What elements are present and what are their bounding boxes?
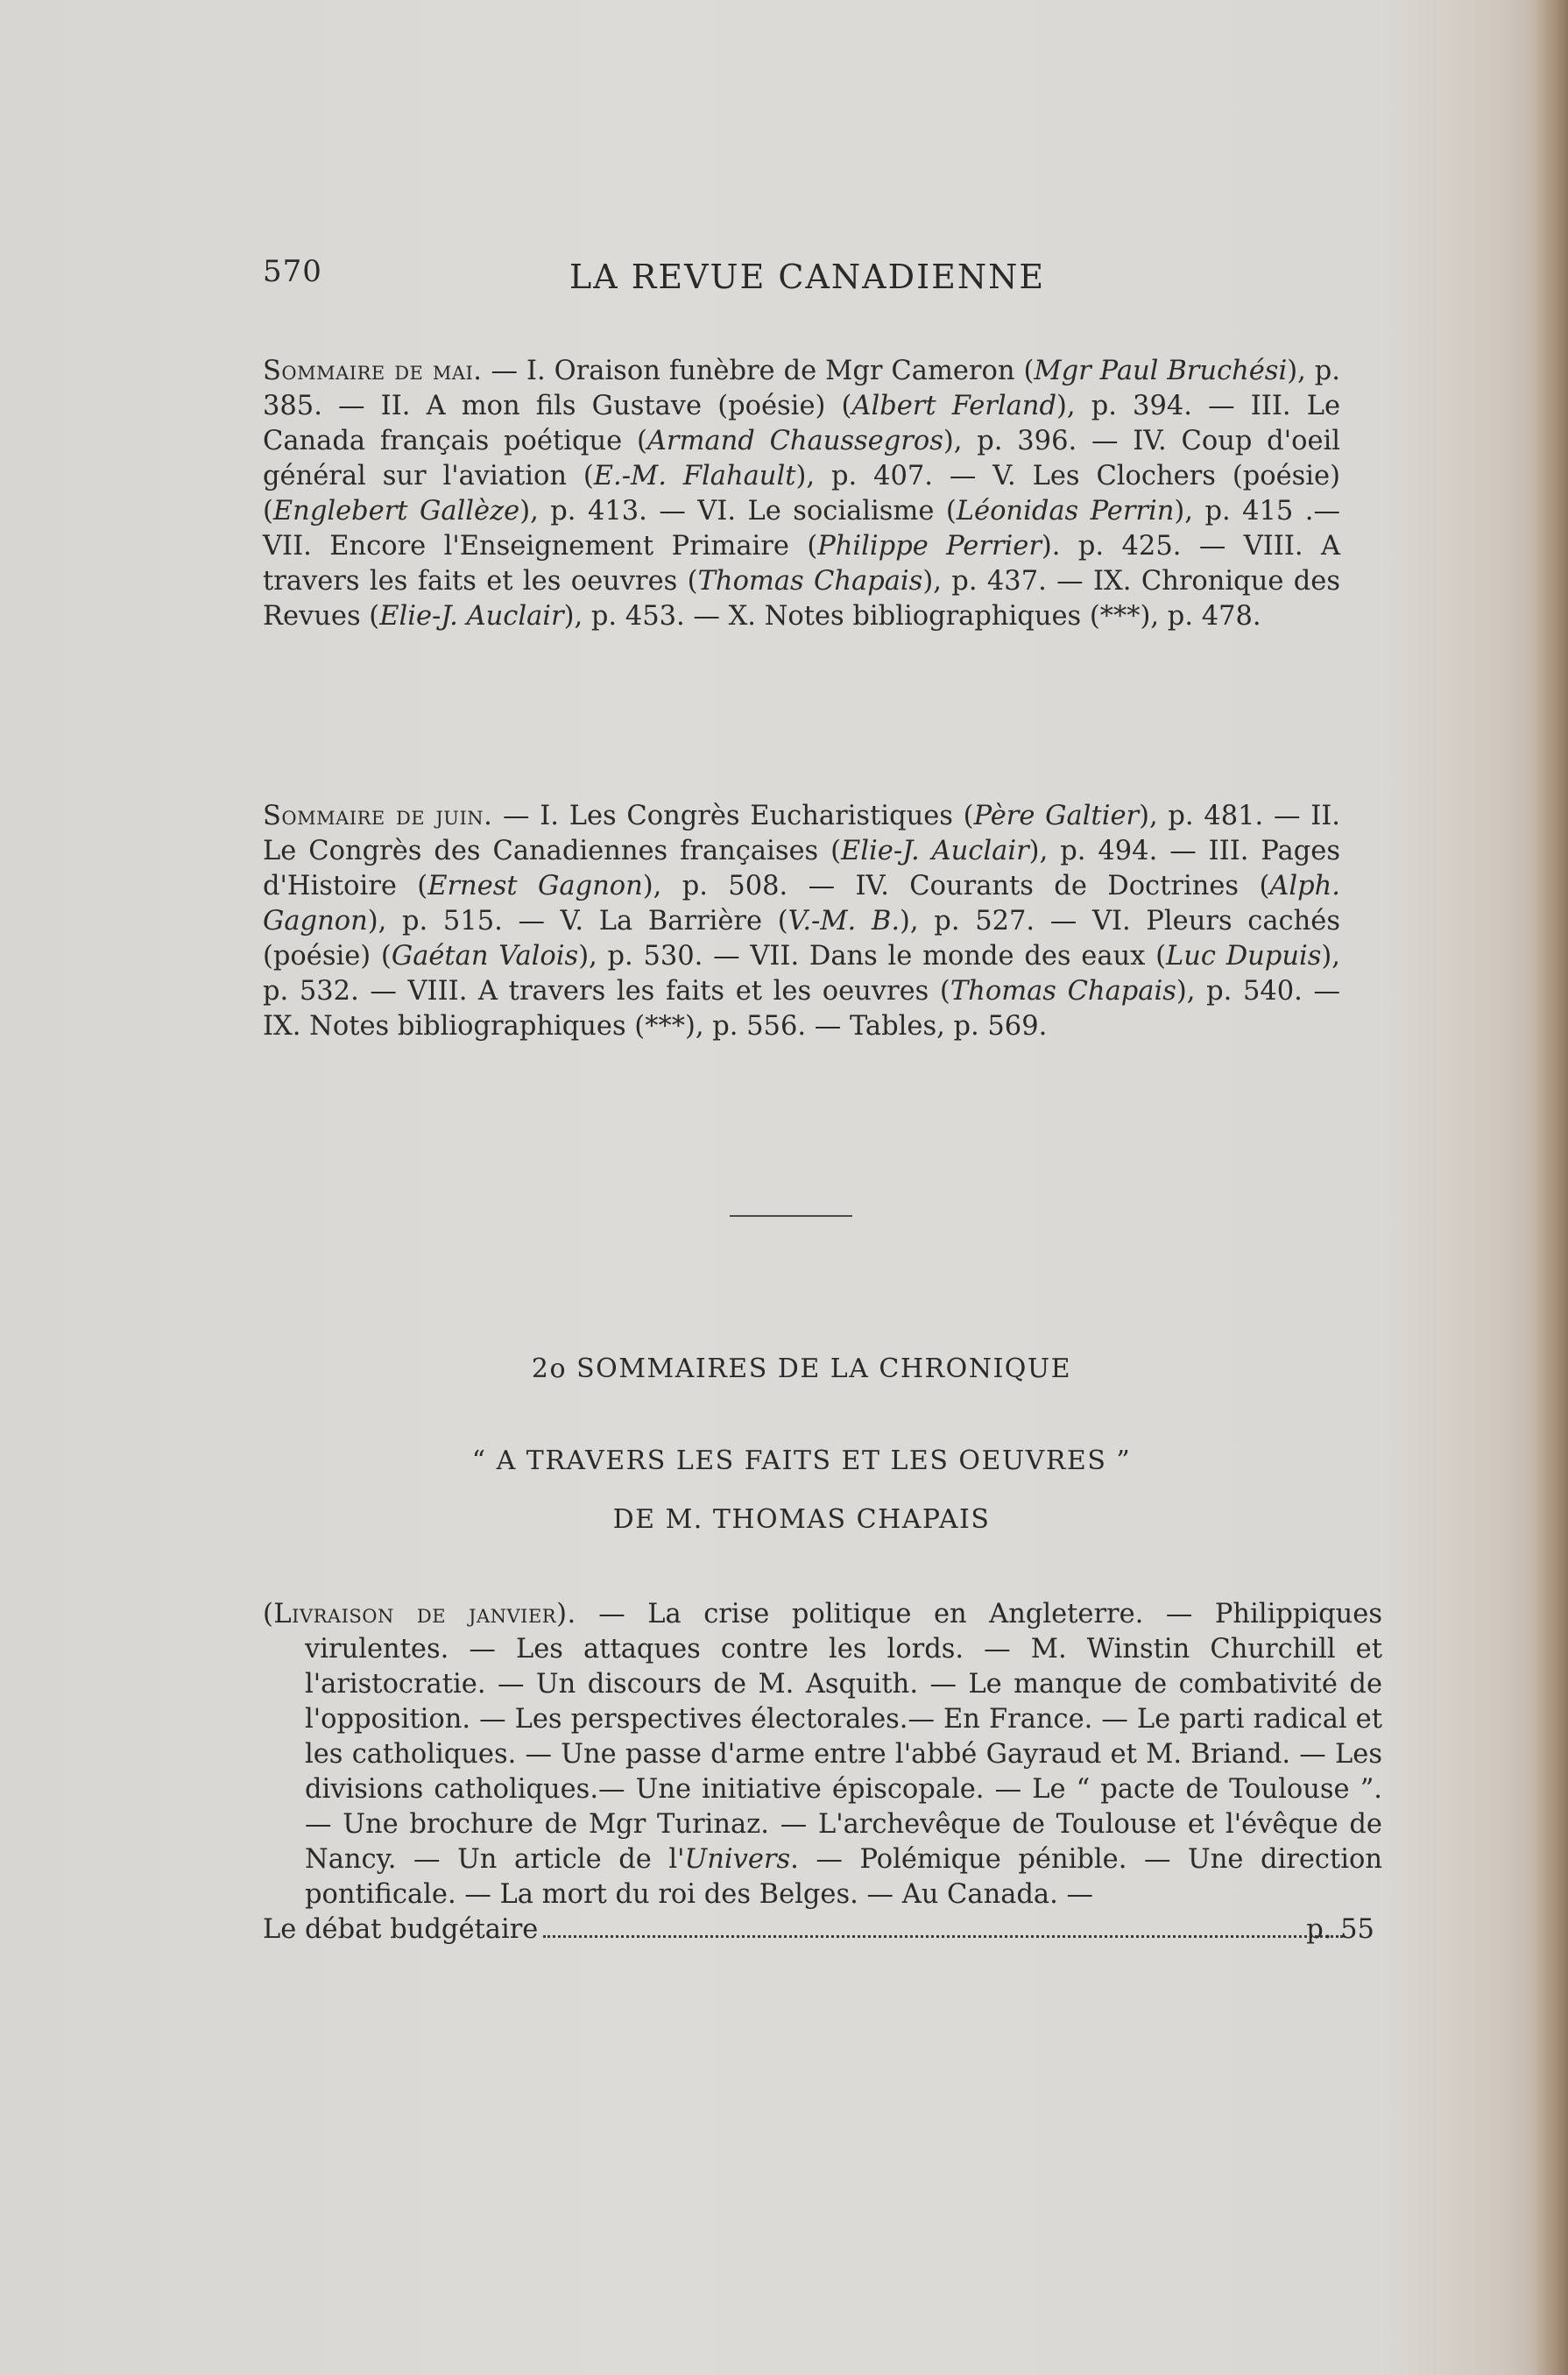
- page-number: 570: [263, 254, 322, 289]
- juin-author: Elie-J. Auclair: [841, 836, 1029, 866]
- section-divider: [730, 1215, 852, 1217]
- janvier-text: — La crise politique en Angleterre. — Philippiques virulentes. — Les attaques contre les lords. — M. Winstin Churchill et l'aristocratie. — Un discours de M. Asquith. — Le manque de combativité de l'opposition. — Les perspectives électorales.— En France. — Le parti radical et les catholiques. — Une passe d'arme entre l'abbé Gayraud et M. Briand. — Les divisions catholiques.— Une initiative épiscopale. — Le “ pacte de Toulouse ”. — Une brochure de Mgr Turinaz. — L'archevêque de Toulouse et l'évêque de Nancy. — Un article de l': [305, 1599, 1383, 1875]
- mai-text: ), p. 396. — IV. Coup d'oeil général sur l'aviation (: [263, 426, 1341, 491]
- mai-author: Thomas Chapais: [697, 566, 923, 597]
- juin-text: ), p. 515. — V. La Barrière (: [367, 906, 788, 937]
- mai-text: ), p. 394. — III. Le Canada français poétique (: [263, 391, 1341, 456]
- mai-author: Philippe Perrier: [817, 531, 1042, 562]
- page-edge-shadow: [1533, 0, 1568, 2375]
- mai-text: ), p. 407. — V. Les Clochers (poésie) (: [263, 461, 1341, 527]
- mai-author: Mgr Paul Bruchési: [1034, 356, 1288, 386]
- juin-text: ), p. 481. — II. Le Congrès des Canadiennes françaises (: [263, 801, 1340, 866]
- juin-author: Thomas Chapais: [950, 976, 1176, 1007]
- mai-text: ), p. 415 .— VII. Encore l'Enseignement Primaire (: [263, 496, 1340, 562]
- livraison-janvier: [263, 1597, 1382, 1947]
- sommaire-mai: [263, 354, 1340, 634]
- section-subtitle: “ A TRAVERS LES FAITS ET LES OEUVRES ”: [471, 1445, 1132, 1476]
- sommaire-mai-label: Sommaire de mai.: [263, 356, 483, 386]
- mai-author: Albert Ferland: [851, 391, 1056, 421]
- mai-text: — I. Oraison funèbre de Mgr Cameron (: [482, 356, 1035, 386]
- dot-leader: [543, 1935, 1343, 1938]
- juin-author: Ernest Gagnon: [427, 871, 643, 901]
- sommaire-juin: [263, 799, 1340, 1044]
- mai-author: E.-M. Flahault: [593, 461, 796, 491]
- mai-text: ), p. 413. — VI. Le socialisme (: [519, 496, 957, 527]
- mai-text: ), p. 385. — II. A mon fils Gustave (poésie) (: [263, 356, 1341, 421]
- janvier-italic: Univers: [684, 1844, 791, 1875]
- mai-author: Léonidas Perrin: [956, 496, 1175, 527]
- mai-author: Englebert Gallèze: [272, 496, 520, 527]
- juin-author: Père Galtier: [973, 801, 1140, 831]
- juin-text: — I. Les Congrès Eucharistiques (: [492, 801, 974, 831]
- mai-author: Armand Chaussegros: [646, 426, 943, 456]
- toc-leader-line: [263, 1912, 1382, 1947]
- juin-text: ), p. 527. — VI. Pleurs cachés (poésie) (: [263, 906, 1340, 972]
- juin-text: ), p. 540. — IX. Notes bibliographiques (***), p. 556. — Tables, p. 569.: [263, 976, 1340, 1042]
- janvier-page-ref: p. 55: [1306, 1914, 1374, 1945]
- janvier-text: . — Polémique pénible. — Une direction pontificale. — La mort du roi des Belges. — Au Canada. —: [305, 1844, 1382, 1910]
- juin-author: Luc Dupuis: [1166, 941, 1322, 972]
- page-header: [263, 254, 1349, 307]
- section-author-line: DE M. THOMAS CHAPAIS: [612, 1504, 991, 1535]
- juin-author: Gaétan Valois: [391, 941, 579, 972]
- mai-text: ). p. 425. — VIII. A travers les faits et les oeuvres (: [263, 531, 1341, 597]
- livraison-janvier-label: (Livraison de janvier).: [263, 1599, 576, 1629]
- mai-author: Elie-J. Auclair: [379, 601, 564, 632]
- janvier-last-line: Le débat budgétaire: [263, 1914, 539, 1945]
- mai-text: ), p. 453. — X. Notes bibliographiques (***), p. 478.: [563, 601, 1261, 632]
- sommaire-juin-label: Sommaire de juin.: [263, 801, 493, 831]
- mai-text: ), p. 437. — IX. Chronique des Revues (: [263, 566, 1340, 632]
- juin-text: ), p. 494. — III. Pages d'Histoire (: [263, 836, 1340, 901]
- juin-author: V.-M. B.: [788, 906, 901, 937]
- juin-author: Alph. Gagnon: [263, 871, 1341, 937]
- juin-text: ), p. 508. — IV. Courants de Doctrines (: [642, 871, 1270, 901]
- running-head: LA REVUE CANADIENNE: [569, 258, 1046, 296]
- juin-text: ), p. 530. — VII. Dans le monde des eaux (: [578, 941, 1166, 972]
- juin-text: ), p. 532. — VIII. A travers les faits et les oeuvres (: [263, 941, 1340, 1007]
- section-title: 2o SOMMAIRES DE LA CHRONIQUE: [531, 1354, 1072, 1384]
